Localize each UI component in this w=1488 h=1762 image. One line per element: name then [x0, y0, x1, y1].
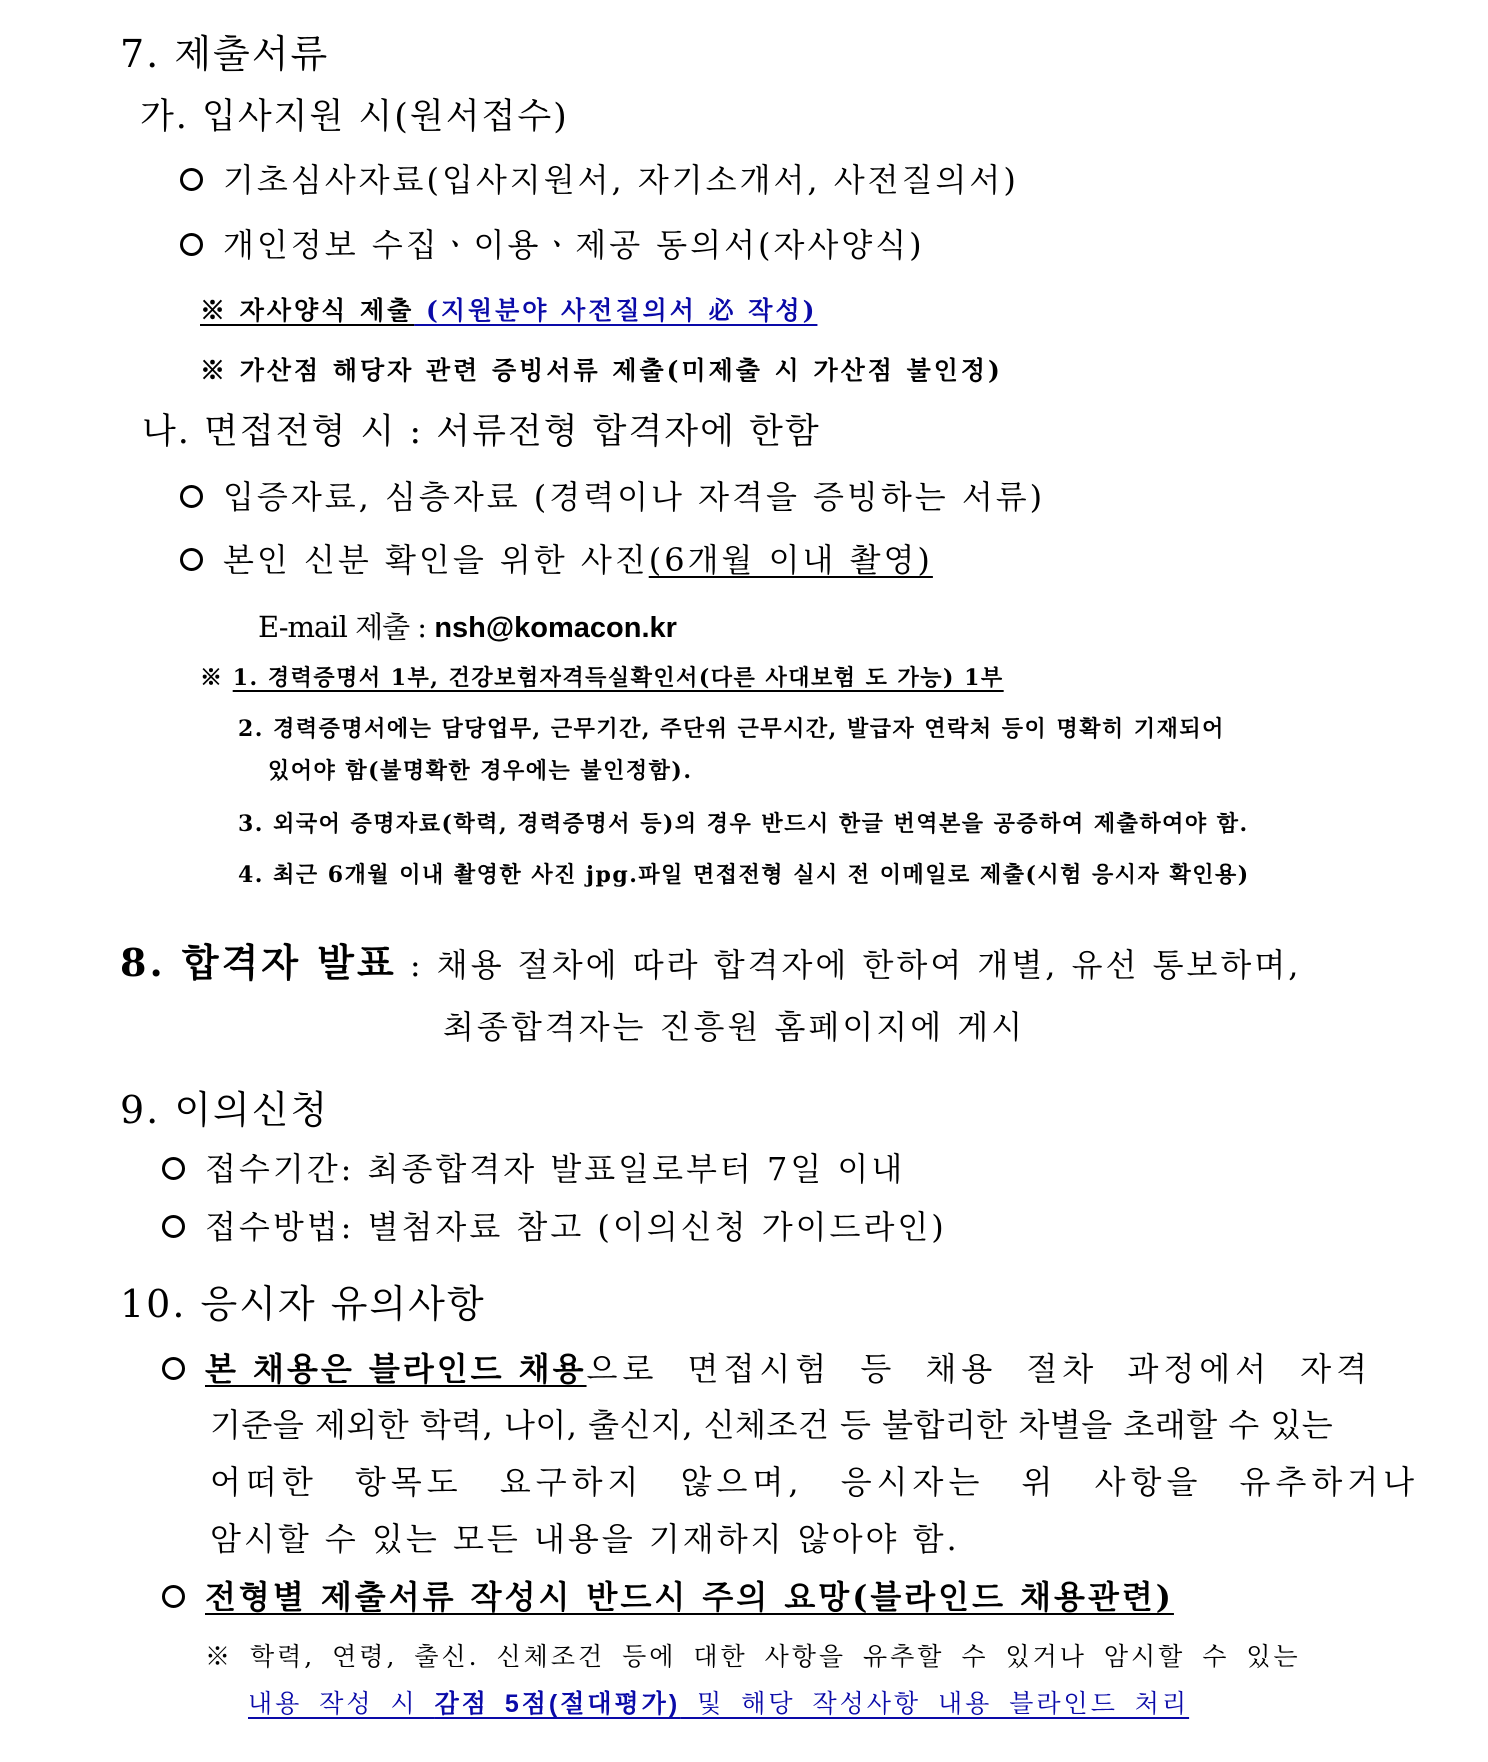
- section-8-title: 8. 합격자 발표: [120, 940, 397, 985]
- email-line: E-mail 제출 : nsh@komacon.kr: [258, 610, 677, 644]
- paragraph-line: 암시할 수 있는 모든 내용을 기재하지 않아야 함.: [210, 1520, 960, 1558]
- paragraph-line: 어떠한 항목도 요구하지 않으며, 응시자는 위 사항을 유추하거나: [210, 1463, 1420, 1501]
- bullet-circle-icon: [180, 548, 203, 571]
- email-link[interactable]: nsh@komacon.kr: [434, 612, 677, 644]
- section-7a-title: 가. 입사지원 시(원서접수): [140, 97, 569, 137]
- section-10-title: 10. 응시자 유의사항: [120, 1282, 486, 1326]
- note-item: 2. 경력증명서에는 담당업무, 근무기간, 주단위 근무시간, 발급자 연락처 등이 명확히 기재되어: [238, 716, 1225, 742]
- bullet-circle-icon: [162, 1215, 185, 1238]
- note-item: 3. 외국어 증명자료(학력, 경력증명서 등)의 경우 반드시 한글 번역본을 공증하여 제출하여야 함.: [238, 811, 1249, 837]
- list-item: 개인정보 수집ㆍ이용ㆍ제공 동의서(자사양식): [180, 228, 925, 263]
- note-item: ※ 1. 경력증명서 1부, 건강보험자격득실확인서(다른 사대보험 도 가능) 1부: [200, 665, 1004, 691]
- list-item: 입증자료, 심층자료 (경력이나 자격을 증빙하는 서류): [180, 480, 1045, 515]
- bullet-circle-icon: [162, 1157, 185, 1180]
- bullet-circle-icon: [180, 485, 203, 508]
- note-form-submission: ※ 자사양식 제출 (지원분야 사전질의서 必 작성): [200, 296, 818, 325]
- list-item: 전형별 제출서류 작성시 반드시 주의 요망(블라인드 채용관련): [162, 1580, 1174, 1615]
- section-9-title: 9. 이의신청: [120, 1088, 330, 1132]
- section-7-title: 7. 제출서류: [120, 32, 330, 76]
- bullet-circle-icon: [180, 233, 203, 256]
- note-item: 4. 최근 6개월 이내 촬영한 사진 jpg.파일 면접전형 실시 전 이메일로 제출(시험 응시자 확인용): [238, 862, 1250, 888]
- note-highlight: (지원분야 사전질의서 必 작성): [414, 296, 818, 325]
- paragraph-line: 기준을 제외한 학력, 나이, 출신지, 신체조건 등 불합리한 차별을 초래할 수 있는: [210, 1406, 1334, 1444]
- list-item: 접수방법: 별첨자료 참고 (이의신청 가이드라인): [162, 1210, 947, 1245]
- bullet-circle-icon: [162, 1357, 185, 1380]
- blind-hiring-paragraph: 본 채용은 블라인드 채용으로 면접시험 등 채용 절차 과정에서 자격: [162, 1352, 1372, 1387]
- list-item: 기초심사자료(입사지원서, 자기소개서, 사전질의서): [180, 163, 1019, 198]
- bullet-circle-icon: [162, 1585, 185, 1608]
- bullet-circle-icon: [180, 168, 203, 191]
- section-7b-title: 나. 면접전형 시 : 서류전형 합격자에 한함: [142, 412, 821, 452]
- list-item: 접수기간: 최종합격자 발표일로부터 7일 이내: [162, 1152, 905, 1187]
- note-penalty: 내용 작성 시 감점 5점(절대평가) 및 해당 작성사항 내용 블라인드 처리: [248, 1689, 1190, 1718]
- section-8: 8. 합격자 발표 : 채용 절차에 따라 합격자에 한하여 개별, 유선 통보하며,: [120, 940, 1302, 985]
- section-8-line2: 최종합격자는 진흥원 홈페이지에 게시: [443, 1008, 1026, 1046]
- note-item: 있어야 함(불명확한 경우에는 불인정함).: [268, 758, 693, 784]
- list-item: 본인 신분 확인을 위한 사진(6개월 이내 촬영): [180, 543, 933, 578]
- note-bonus-points: ※ 가산점 해당자 관련 증빙서류 제출(미제출 시 가산점 불인정): [200, 356, 1003, 385]
- note-item: ※ 학력, 연령, 출신. 신체조건 등에 대한 사항을 유추할 수 있거나 암시할 수 있는: [205, 1642, 1301, 1671]
